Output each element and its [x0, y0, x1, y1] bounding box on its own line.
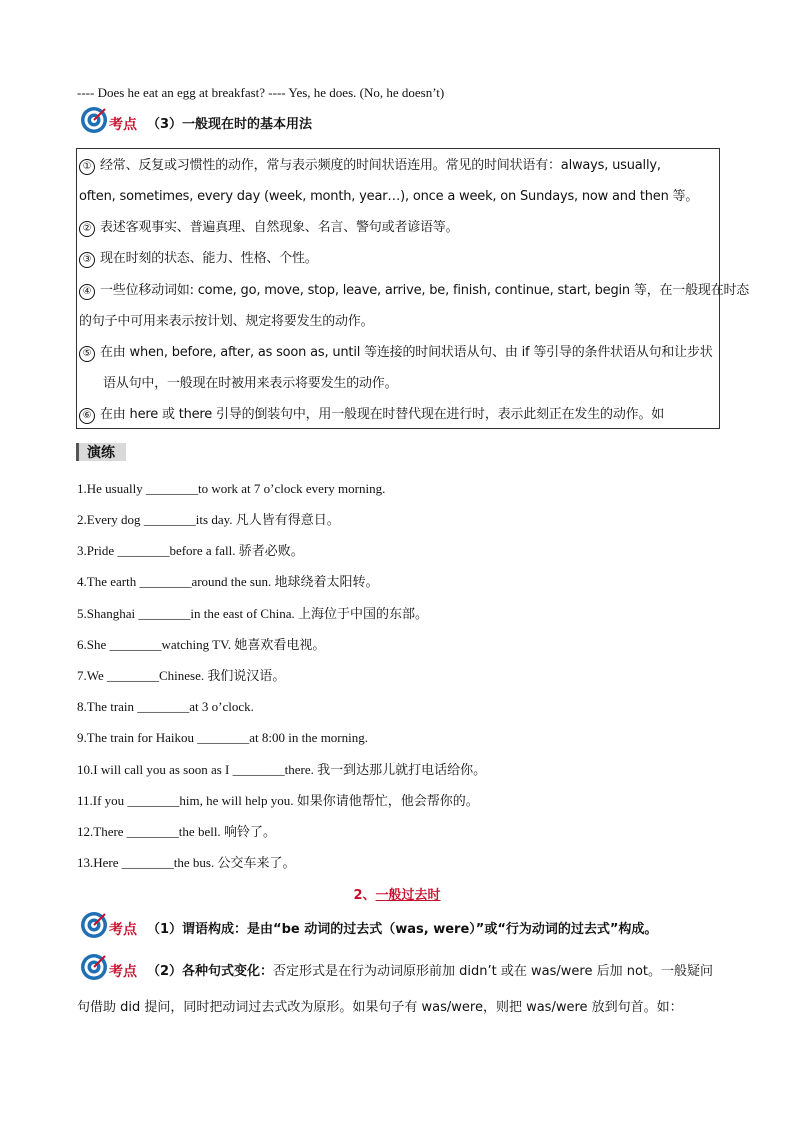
- usage-box: [76, 148, 750, 429]
- kaodian-label: 考点: [109, 964, 137, 980]
- example-line: ---- Does he eat an egg at breakfast? ---- Yes, he does. (No, he doesn’t): [77, 85, 445, 100]
- usage-item-5-line1: ⑤ 在由 when, before, after, as soon as, until 等连接的时间状语从句、由 if 等引导的条件状语从句和让步状: [79, 344, 713, 362]
- usage-item-1-line1: ① 经常、反复或习惯性的动作，常与表示频度的时间状语连用。常见的时间状语有：always, usually,: [79, 157, 661, 175]
- marker-3: ③: [79, 252, 95, 268]
- target-icon: [80, 953, 108, 981]
- usage-item-3: ③ 现在时刻的状态、能力、性格、个性。: [79, 250, 318, 268]
- target-icon: [80, 106, 108, 134]
- kaodian-label: 考点: [109, 922, 137, 938]
- exercise-10: 10.I will call you as soon as I ________there. 我一到达那儿就打电话给你。: [77, 762, 487, 778]
- target-icon: [80, 911, 108, 939]
- kaodian-heading-past-1: [80, 911, 657, 939]
- past-tense-point-1: （1）谓语构成：是由“be 动词的过去式（was, were）”或“行为动词的过去式”构成。: [147, 921, 658, 937]
- exercise-3: 3.Pride ________before a fall. 骄者必败。: [77, 543, 304, 559]
- exercise-9: 9.The train for Haikou ________at 8:00 in the morning.: [77, 730, 369, 745]
- marker-1: ①: [79, 159, 95, 175]
- practice-label: 演练: [87, 445, 115, 461]
- exercise-11: 11.If you ________him, he will help you. 如果你请他帮忙，他会帮你的。: [77, 793, 479, 809]
- section3-heading: （3）一般现在时的基本用法: [147, 116, 313, 132]
- practice-badge: [76, 440, 126, 462]
- marker-5: ⑤: [79, 346, 95, 362]
- exercise-5: 5.Shanghai ________in the east of China. 上海位于中国的东部。: [77, 606, 428, 622]
- exercise-12: 12.There ________the bell. 响铃了。: [77, 824, 276, 840]
- marker-6: ⑥: [79, 408, 95, 424]
- marker-2: ②: [79, 221, 95, 237]
- kaodian-label: 考点: [109, 117, 137, 133]
- exercise-1: 1.He usually ________to work at 7 o’clock every morning.: [77, 481, 386, 496]
- usage-item-4-line2: 的句子中可用来表示按计划、规定将要发生的动作。: [79, 314, 374, 329]
- kaodian-heading-3: [80, 106, 312, 134]
- exercise-8: 8.The train ________at 3 o’clock.: [77, 699, 254, 714]
- usage-item-4-line1: ④ 一些位移动词如: come, go, move, stop, leave, arrive, be, finish, continue, start, begin 等，在一般现在时态: [79, 282, 749, 300]
- section2-title: 2、一般过去时: [353, 888, 441, 903]
- exercise-4: 4.The earth ________around the sun. 地球绕着太阳转。: [77, 574, 379, 590]
- kaodian-heading-past-2: [80, 953, 713, 981]
- usage-item-6: ⑥ 在由 here 或 there 引导的倒装句中，用一般现在时替代现在进行时，表示此刻正在发生的动作。如: [79, 406, 664, 424]
- usage-item-2: ② 表述客观事实、普遍真理、自然现象、名言、警句或者谚语等。: [79, 219, 458, 237]
- usage-item-5-line2: 语从句中，一般现在时被用来表示将要发生的动作。: [103, 376, 398, 391]
- exercise-13: 13.Here ________the bus. 公交车来了。: [77, 855, 296, 871]
- usage-item-1-line2: often, sometimes, every day (week, month, year…), once a week, on Sundays, now and then 等。: [79, 189, 699, 204]
- exercise-6: 6.She ________watching TV. 她喜欢看电视。: [77, 637, 326, 653]
- marker-4: ④: [79, 284, 95, 300]
- exercise-2: 2.Every dog ________its day. 凡人皆有得意日。: [77, 512, 340, 528]
- past-tense-point-2: （2）各种句式变化：否定形式是在行为动词原形前加 didn’t 或在 was/were 后加 not。一般疑问: [147, 963, 714, 979]
- past-tense-point-2-line2: 句借助 did 提问，同时把动词过去式改为原形。如果句子有 was/were，则把 was/were 放到句首。如：: [77, 1000, 683, 1015]
- exercise-7: 7.We ________Chinese. 我们说汉语。: [77, 668, 286, 684]
